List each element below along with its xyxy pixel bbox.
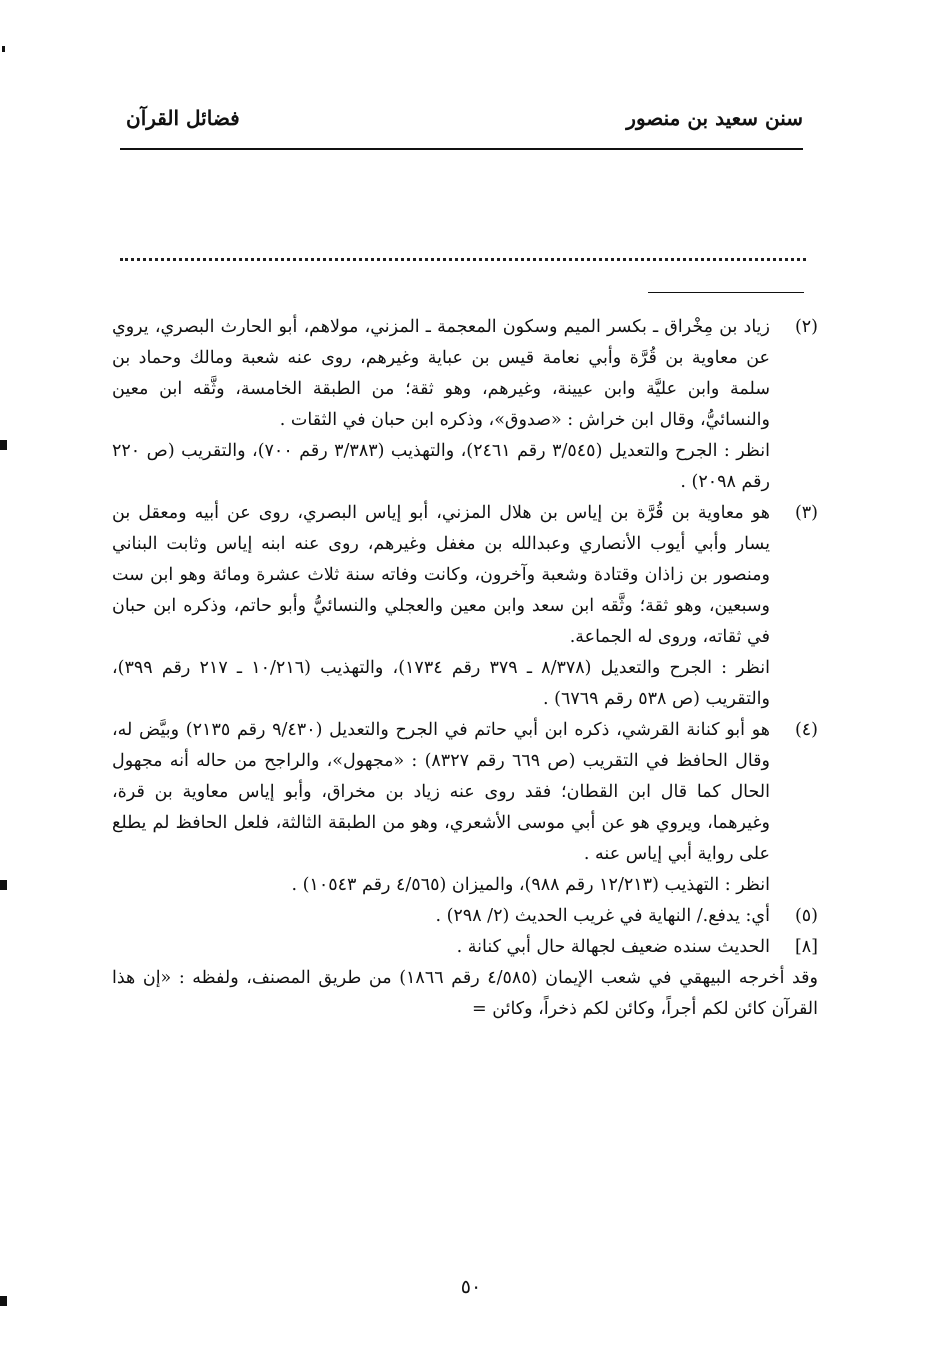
footnote-text: أي: يدفع./ النهاية في غريب الحديث (٢/ ٢٩٨) . [435,906,770,926]
scan-mark [0,880,7,890]
footnote-4 [112,715,818,901]
footnote-number: (٤) [794,720,818,740]
footnote-number: (٣) [794,503,818,523]
footnote-reference: انظر : الجرح والتعديل (٨/٣٧٨ ـ ٣٧٩ رقم ١٧٣٤)، والتهذيب (١٠/٢١٦ ـ ٢١٧ رقم ٣٩٩)، والتقريب (ص ٥٣٨ رقم ٦٧٦٩) . [112,658,770,709]
footnotes-body [112,312,818,1025]
footnote-5 [112,901,818,932]
dotted-separator [120,258,806,261]
book-title: سنن سعيد بن منصور [626,106,803,130]
hadith-note-text: الحديث سنده ضعيف لجهالة حال أبي كنانة . [456,937,770,957]
footnote-rule [648,292,804,293]
scan-mark [0,1296,7,1306]
hadith-note [112,932,818,963]
footnote-reference: انظر : التهذيب (١٢/٢١٣ رقم ٩٨٨)، والميزان (٤/٥٦٥ رقم ١٠٥٤٣) . [291,875,770,895]
footnote-3 [112,498,818,715]
footnote-number: (٢) [794,317,818,337]
footnote-text: هو معاوية بن قُرَّة بن إياس بن هلال المزني، أبو إياس البصري، روى عن أبيه ومعقل بن يسار وأبي أيوب الأنصاري وعبدالله بن مغفل وغيرهم، روى عنه ابنه إياس وثابت البناني ومنصور بن زاذان وقتادة وشعبة وآخرون، وكانت وفاته سنة ثلاث عشرة ومائة وهو ابن ست وسبعين، وهو ثقة؛ وثَّقه ابن سعد وابن معين والعجلي والنسائيُّ وأبو حاتم، وذكره ابن حبان في ثقاته، وروى له الجماعة. [112,503,770,647]
footnote-text: هو أبو كنانة القرشي، ذكره ابن أبي حاتم في الجرح والتعديل (٩/٤٣٠ رقم ٢١٣٥) وبيَّض له، وقال الحافظ في التقريب (ص ٦٦٩ رقم ٨٣٢٧) : «مجهول»، والراجح من حاله أنه مجهول الحال كما قال ابن القطان؛ فقد روى عنه زياد بن مخراق، وأبو إياس معاوية بن قرة، وغيرهما، ويروي هو عن أبي موسى الأشعري، وهو من الطبقة الثالثة، فلعل الحافظ لم يطلع على رواية أبي إياس عنه . [112,720,771,864]
page-number: ٥٠ [460,1276,482,1298]
footnote-number: (٥) [794,906,818,926]
footnote-2 [112,312,818,498]
scan-mark [2,46,5,52]
header-rule [120,148,803,150]
scan-mark [0,440,7,450]
hadith-number: [٨] [794,937,818,957]
footnote-reference: انظر : الجرح والتعديل (٣/٥٤٥ رقم ٢٤٦١)، والتهذيب (٣/٣٨٣ رقم ٧٠٠)، والتقريب (ص ٢٢٠ رقم ٢٠٩٨) . [112,441,770,492]
running-header [118,106,803,146]
section-title: فضائل القرآن [126,106,240,130]
footnote-text: زياد بن مِخْراق ـ بكسر الميم وسكون المعجمة ـ المزني، مولاهم، أبو الحارث البصري، يروي عن معاوية بن قُرَّة وأبي نعامة قيس بن عباية وغيرهم، روى عنه شعبة ومالك وحماد بن سلمة وابن عليَّة وابن عيينة، وغيرهم، وهو ثقة؛ من الطبقة الخامسة، وثَّقه ابن معين والنسائيُّ، وقال ابن خراش : «صدوق»، وذكره ابن حبان في الثقات . [112,317,770,430]
closing-paragraph: وقد أخرجه البيهقي في شعب الإيمان (٤/٥٨٥ رقم ١٨٦٦) من طريق المصنف، ولفظه : «إن هذا القرآن كائن لكم أجراً، وكائن لكم ذخراً، وكائن = [112,968,818,1019]
